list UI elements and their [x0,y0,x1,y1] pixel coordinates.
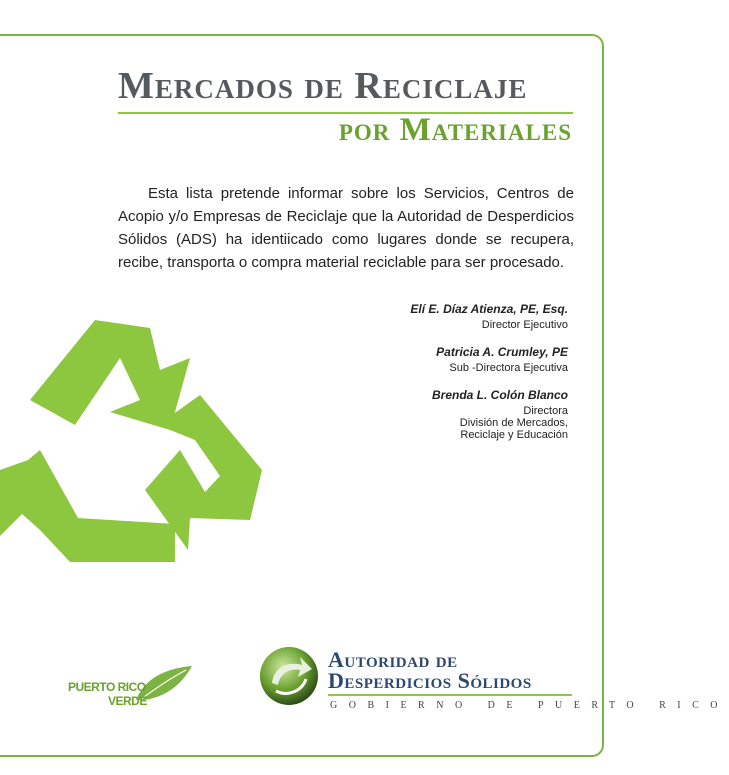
official-entry [348,302,568,331]
official-role: Director Ejecutivo [481,319,568,331]
official-role: Directora [523,405,568,417]
title-line2: por Materiales [338,112,572,148]
official-role: División de Mercados, [459,417,568,429]
recycle-icon [0,300,280,610]
intro-paragraph: Esta lista pretende informar sobre los Servicios, Centros de Acopio y/o Empresas de Reciclaje que la Autoridad de Desperdicios Sólidos (ADS) ha identiicado como lugares donde se recupera, recibe, transporta o compra material reciclable para ser procesado. [118,185,574,271]
official-entry [348,388,568,441]
official-role: Sub -Directora Ejecutiva [449,362,568,374]
official-name: Patricia A. Crumley, PE [436,345,568,359]
official-entry [348,345,568,374]
page-subtitle [339,112,572,149]
page-title [118,64,573,108]
official-role: Reciclaje y Educación [460,429,568,441]
officials-list [348,302,568,455]
pr-verde-line1: PUERTO RICO [68,680,146,694]
ads-title-line1: Autoridad de [328,647,458,672]
ads-government-line: GOBIERNO DE PUERTO RICO [330,700,729,711]
ads-emblem-icon [258,645,320,707]
pr-verde-line2: VERDE [108,694,147,708]
title-line1: Mercados de Reciclaje [118,65,528,107]
official-name: Brenda L. Colón Blanco [431,388,568,402]
ads-title-line2: Desperdicios Sólidos [328,668,532,693]
ads-rule [328,694,572,696]
official-name: Elí E. Díaz Atienza, PE, Esq. [410,302,568,316]
